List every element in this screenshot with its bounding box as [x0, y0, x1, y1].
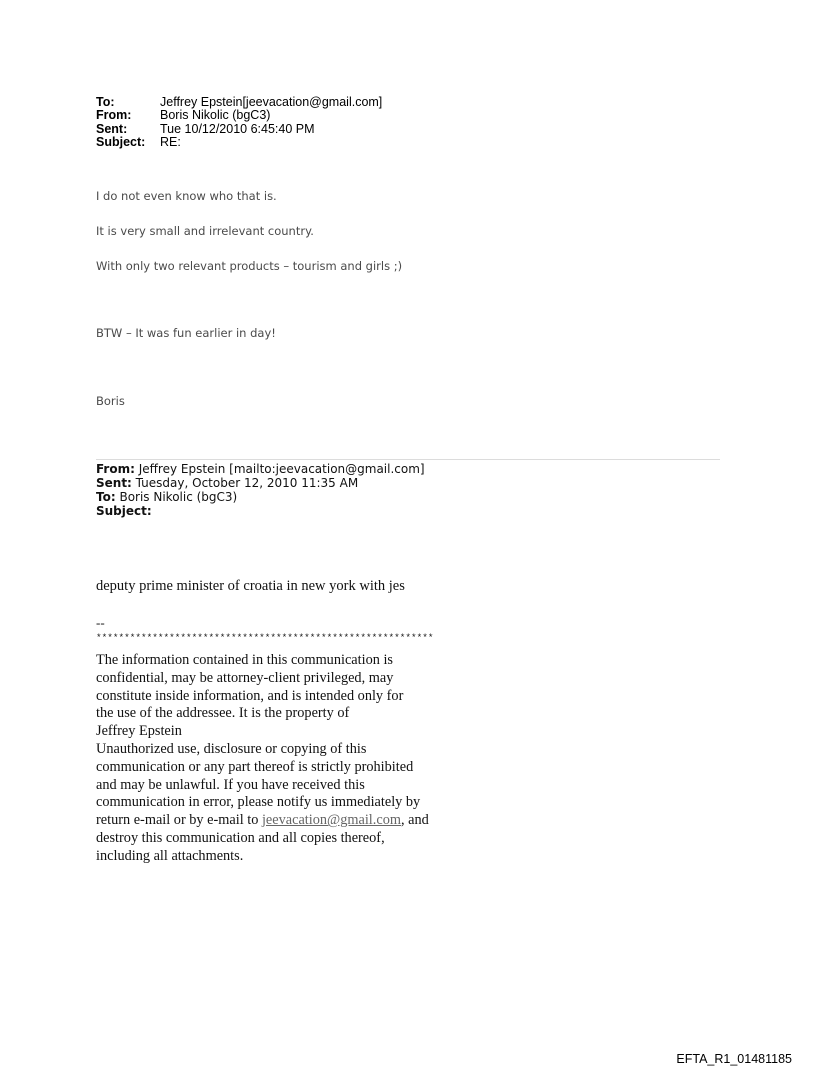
email-link[interactable]: jeevacation@gmail.com [261, 812, 401, 829]
quoted-from-value: Jeffrey Epstein [mailto:jeevacation@gmail.com] [134, 462, 425, 476]
disclaimer-line: the use of the addressee. It is the property of [96, 705, 350, 722]
quoted-from-row [96, 462, 425, 476]
signature-dashes: -- [96, 615, 105, 630]
to-value: Jeffrey Epstein[jeevacation@gmail.com] [160, 95, 383, 109]
confidentiality-disclaimer [96, 652, 429, 866]
quoted-from-label: From: [96, 462, 135, 476]
reply-line-2: It is very small and irrelevant country. [96, 224, 314, 238]
quoted-to-row [96, 490, 425, 504]
disclaimer-line: Unauthorized use, disclosure or copying of this [96, 740, 367, 757]
reply-line-1: I do not even know who that is. [96, 189, 277, 203]
disclaimer-line: Jeffrey Epstein [96, 723, 182, 740]
subject-value: RE: [160, 134, 181, 149]
header-to-row [96, 96, 382, 109]
disclaimer-line-with-link [96, 812, 429, 830]
disclaimer-line: The information contained in this communication is [96, 652, 393, 668]
disclaimer-line: destroy this communication and all copies thereof, [96, 829, 385, 846]
reply-line-3: With only two relevant products – tourism and girls ;) [96, 259, 403, 273]
disclaimer-line: communication or any part thereof is strictly prohibited [96, 758, 414, 775]
disclaimer-line: confidential, may be attorney-client privileged, may [96, 669, 394, 686]
to-label: To: [96, 95, 115, 109]
quoted-header [96, 462, 425, 518]
original-message-body: deputy prime minister of croatia in new york with jes [96, 578, 405, 594]
disclaimer-line: constitute inside information, and is intended only for [96, 687, 404, 704]
disclaimer-line: including all attachments. [96, 847, 244, 864]
sent-label: Sent: [96, 121, 128, 136]
header-sent-row [96, 123, 382, 136]
disclaimer-link-suffix: , and [400, 812, 429, 829]
from-value: Boris Nikolic (bgC3) [160, 108, 271, 123]
email-header [96, 96, 382, 149]
quoted-sent-label: Sent: [96, 476, 132, 490]
quoted-subject-label: Subject: [96, 504, 152, 518]
from-label: From: [96, 108, 132, 123]
document-id: EFTA_R1_01481185 [676, 1052, 792, 1066]
disclaimer-line: communication in error, please notify us immediately by [96, 794, 421, 811]
reply-line-4: BTW – It was fun earlier in day! [96, 326, 276, 340]
header-subject-row [96, 136, 382, 149]
quoted-to-value: Boris Nikolic (bgC3) [115, 490, 238, 504]
quoted-sent-row [96, 476, 425, 490]
subject-label: Subject: [96, 134, 146, 149]
message-divider [96, 459, 720, 460]
sent-value: Tue 10/12/2010 6:45:40 PM [160, 121, 315, 136]
reply-signature: Boris [96, 394, 125, 408]
quoted-to-label: To: [96, 490, 116, 504]
separator-stars: ************************************************************ [96, 632, 434, 643]
quoted-sent-value: Tuesday, October 12, 2010 11:35 AM [131, 476, 359, 490]
disclaimer-link-prefix: return e-mail or by e-mail to [96, 812, 262, 829]
disclaimer-line: and may be unlawful. If you have received this [96, 776, 365, 793]
quoted-subject-row [96, 504, 425, 518]
header-from-row [96, 109, 382, 122]
